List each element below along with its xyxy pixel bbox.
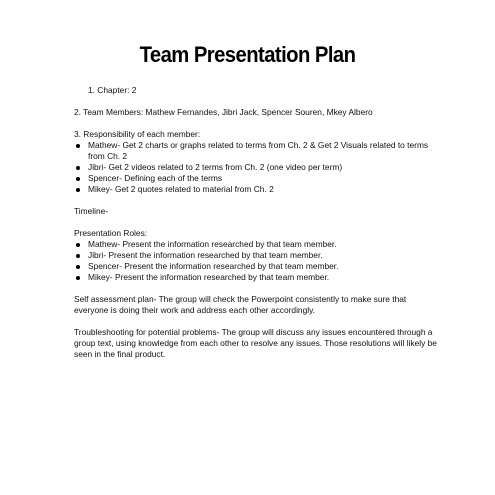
bullet-icon (76, 265, 80, 269)
responsibility-list (74, 140, 439, 195)
troubleshooting-paragraph: Troubleshooting for potential problems- The group will discuss any issues encountered through a group text, using knowledge from each other to resolve any issues. Those resolutions will likely be seen in the final product. (74, 327, 437, 359)
responsibility-text: Spencer- Defining each of the terms (88, 173, 223, 183)
roles-list (74, 239, 439, 283)
list-item (74, 184, 439, 195)
responsibility-text: Mikey- Get 2 quotes related to material from Ch. 2 (88, 184, 274, 194)
role-text: Spencer- Present the information researched by that team member. (88, 261, 339, 271)
role-text: Jibri- Present the information researched by that team member. (88, 250, 323, 260)
roles-heading: Presentation Roles: (74, 228, 148, 238)
bullet-icon (76, 166, 80, 170)
self-assessment-paragraph: Self assessment plan- The group will check the Powerpoint consistently to make sure that everyone is doing their work and address each other accordingly. (74, 294, 407, 315)
list-item (74, 173, 439, 184)
bullet-icon (76, 177, 80, 181)
chapter-line: 1. Chapter: 2 (88, 85, 137, 95)
responsibility-heading: 3. Responsibility of each member: (74, 129, 201, 139)
document-body (74, 85, 439, 360)
list-item (74, 162, 439, 173)
bullet-icon (76, 243, 80, 247)
responsibility-text: Jibri- Get 2 videos related to 2 terms from Ch. 2 (one video per term) (88, 162, 343, 172)
bullet-icon (76, 254, 80, 258)
list-item (74, 261, 439, 272)
bullet-icon (76, 276, 80, 280)
list-item (74, 239, 439, 250)
team-members-line: 2. Team Members: Mathew Fernandes, Jibri Jack, Spencer Souren, Mkey Albero (74, 107, 373, 117)
timeline-label: Timeline- (74, 206, 109, 216)
list-item (74, 272, 439, 283)
bullet-icon (76, 188, 80, 192)
bullet-icon (76, 144, 80, 148)
role-text: Mikey- Present the information researched by that team member. (88, 272, 330, 282)
responsibility-text: Mathew- Get 2 charts or graphs related to terms from Ch. 2 & Get 2 Visuals related to terms from Ch. 2 (88, 140, 429, 161)
page-title: Team Presentation Plan (139, 42, 356, 67)
list-item (74, 250, 439, 261)
list-item (74, 140, 439, 162)
role-text: Mathew- Present the information researched by that team member. (88, 239, 337, 249)
